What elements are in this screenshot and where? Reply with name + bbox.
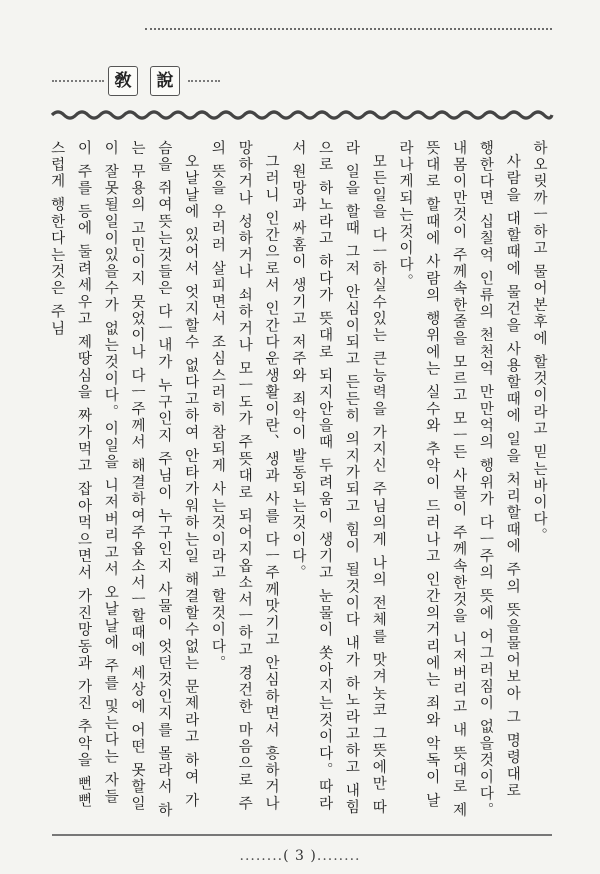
title-char-1: 敎 (108, 66, 138, 96)
page-number-dots-right: ........ (316, 848, 361, 864)
top-dotted-rule (145, 28, 552, 30)
vertical-body-text (48, 140, 552, 820)
paragraph-4: 그러니 인간으로서 인간다운생활이란、생과 사를 다ㅡ주께맛기고 안심하면서 흥하거나 망하거나 성하거나 쇠하거나 모ㅡ도가 주뜻대로 되어지옵소서ㅡ하고 경건한 마음으로 주의 뜻을 우러러 살피면서 조심스러히 참되게 사는것이라고 할것이다。 (209, 140, 280, 820)
title-dots-left (52, 80, 104, 82)
bottom-rule (52, 834, 552, 836)
title-char-2: 說 (150, 66, 180, 96)
page-number: ........( 3 )........ (239, 848, 361, 864)
title-dots-right (188, 80, 220, 82)
paragraph-3: 모든일을 다ㅡ하실수있는 큰능력을 가지신 주님의게 나의 전체를 맛겨놋코 그뜻에만 따라 일을 할때 그저 안심이되고 든든히 의지가되고 힘이 될것이다 내가 하노라고하고 내힘으로 하노라고 하다가 뜻대로 되지안을때 두려움이 생기고 눈물이 쏫아지는것이다。따라서 원망과 싸홈이 생기고 저주와 죄악이 발동되는것이다。 (289, 140, 387, 817)
paragraph-1: 하오릿까ㅡ하고 물어본후에 할것이라고 믿는바이다。 (531, 140, 547, 545)
page-number-value: 3 (295, 848, 305, 864)
wavy-divider (52, 108, 552, 122)
paragraph-2: 사람을 대할때에 물건을 사용할때에 일을 처리할때에 주의 뜻을물어보아 그 명령대로 행한다면 십칠억 인류의 천천억 만만억의 행위가 다ㅡ주의 뜻에 어그러짐이 없을것이다。내몸이만것이 주께속한줄을 모르고 모ㅡ든 사물이 주께속한것을 니저버리고 내 뜻대로 제뜻대로 할때에 사람의 행위에는 실수와 추악이 드러나고 인간의거리에는 죄와 악독이 날라나게되는것이다。 (397, 140, 521, 820)
page-number-dots-left: ........ (239, 848, 284, 864)
paragraph-5: 오날날에 있어서 엇지할수 없다고하여 안타가워하는일 해결할수없는 문제라고 하여 가슴을 쥐여뜻는것들은 다ㅡ내가 누구인지 주님이 누구인지 사물이 엇던것인지를 몰라서 하는 무용의 고민이지 뭇었이나 다ㅡ주께서 해결하여주옵소서ㅡ할때에 세상에 어떤 못할일이 잘못될일이있을수가 없는것이다。이일을 니저버리고서 오날날에 주를 및는다는 자들이 주를 등에 둘려세우고 제땅심을 짜가먹고 잡아먹으면서 가진망동과 가진 추악을 뻔뻔스럽게 행한다는것은 주님 (48, 140, 199, 820)
